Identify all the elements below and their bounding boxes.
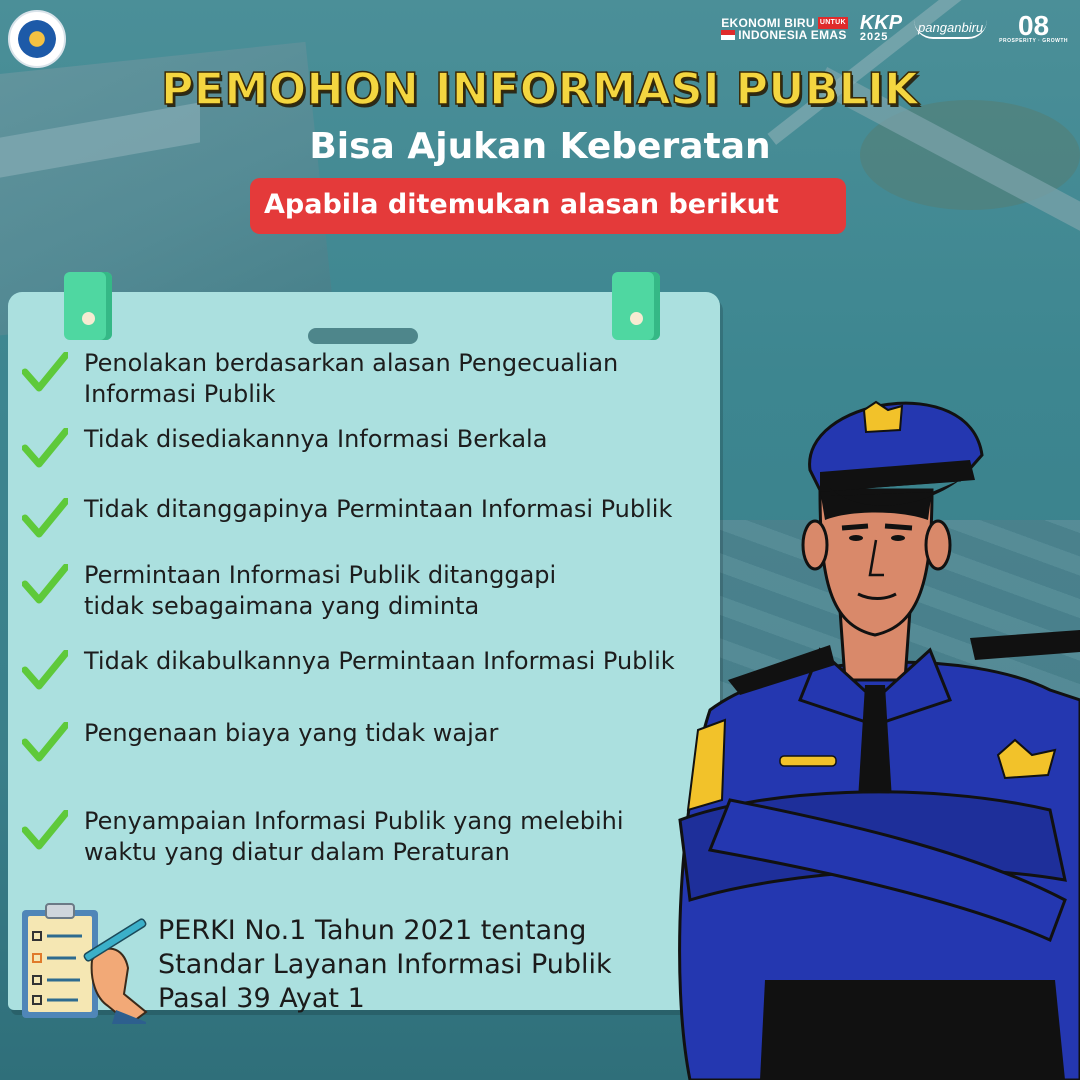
ekonomi-biru-logo: EKONOMI BIRU UNTUK INDONESIA EMAS — [721, 16, 847, 42]
checklist-item-text: Permintaan Informasi Publik ditanggapi tidak sebagaimana yang diminta — [84, 561, 557, 620]
checklist-item-text: Tidak ditanggapinya Permintaan Informasi Publik — [84, 495, 673, 523]
page-subtitle: Bisa Ajukan Keberatan — [309, 126, 771, 167]
checkmark-icon — [22, 722, 68, 762]
checkmark-icon — [22, 564, 68, 604]
board-hanger — [308, 328, 418, 344]
checkmark-icon — [22, 498, 68, 538]
checkmark-icon — [22, 428, 68, 468]
checklist-item-text: Tidak dikabulkannya Permintaan Informasi Publik — [84, 647, 675, 675]
checkmark-icon — [22, 810, 68, 850]
page-title: PEMOHON INFORMASI PUBLIK — [161, 64, 919, 115]
ministry-logo — [8, 10, 66, 68]
checklist-item-text: Penyampaian Informasi Publik yang melebihi waktu yang diatur dalam Peraturan — [84, 807, 624, 866]
checkmark-icon — [22, 650, 68, 690]
board-clip-right — [612, 272, 660, 340]
checklist-item-text: Tidak disediakannya Informasi Berkala — [84, 425, 548, 453]
checklist-item-text: Penolakan berdasarkan alasan Pengecualian Informasi Publik — [84, 349, 619, 408]
reason-banner: Apabila ditemukan alasan berikut — [250, 178, 846, 234]
kkp-2025-logo: KKP 2025 — [859, 12, 903, 43]
checklist-item-text: Pengenaan biaya yang tidak wajar — [84, 719, 499, 747]
panganbiru-logo: panganbiru — [914, 20, 987, 39]
08-logo: 08 PROSPERITY · GROWTH — [999, 10, 1068, 44]
police-officer-illustration — [670, 380, 1080, 1080]
regulation-reference: PERKI No.1 Tahun 2021 tentang Standar Layanan Informasi Publik Pasal 39 Ayat 1 — [158, 915, 612, 1014]
clipboard-icon — [20, 902, 148, 1024]
board-clip-left — [64, 272, 112, 340]
checkmark-icon — [22, 352, 68, 392]
partner-logos — [721, 10, 1068, 44]
